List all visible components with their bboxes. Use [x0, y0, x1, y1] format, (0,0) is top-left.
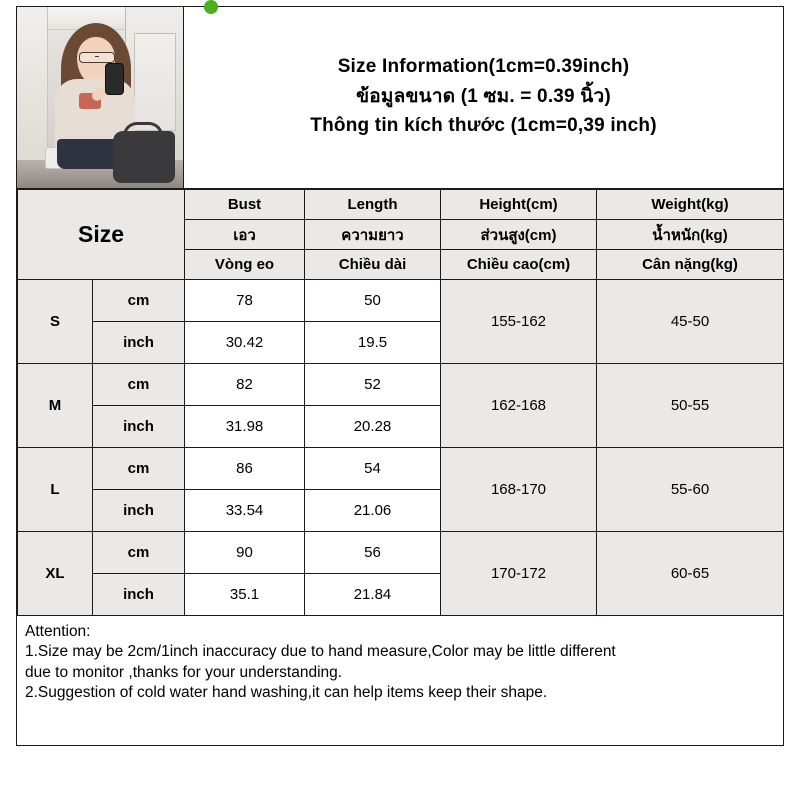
cell-l-length-cm: 54 — [305, 448, 441, 490]
cell-xl-bust-cm: 90 — [185, 532, 305, 574]
title-line-vi: Thông tin kích thước (1cm=0,39 inch) — [310, 115, 657, 137]
attention-line-2: due to monitor ,thanks for your understanding. — [25, 663, 343, 681]
header-size-label: Size — [18, 190, 185, 280]
size-measurements-table — [17, 189, 784, 616]
row-unit-inch: inch — [93, 574, 185, 616]
table-row — [18, 532, 784, 574]
cell-s-bust-cm: 78 — [185, 280, 305, 322]
table-row — [18, 448, 784, 490]
header-weight-vi: Cân nặng(kg) — [597, 250, 784, 280]
table-row — [18, 364, 784, 406]
cell-l-length-inch: 21.06 — [305, 490, 441, 532]
attention-line-1: 1.Size may be 2cm/1inch inaccuracy due to hand measure,Color may be little different — [25, 643, 616, 661]
header-weight-th: น้ำหนัก(kg) — [597, 220, 784, 250]
cell-s-bust-inch: 30.42 — [185, 322, 305, 364]
row-size-s: S — [18, 280, 93, 364]
model-mirror-selfie-photo — [17, 7, 183, 188]
cell-xl-height: 170-172 — [441, 532, 597, 616]
cell-l-bust-inch: 33.54 — [185, 490, 305, 532]
cell-m-length-inch: 20.28 — [305, 406, 441, 448]
row-unit-inch: inch — [93, 490, 185, 532]
cell-s-length-cm: 50 — [305, 280, 441, 322]
cell-l-bust-cm: 86 — [185, 448, 305, 490]
cell-xl-bust-inch: 35.1 — [185, 574, 305, 616]
size-chart-sheet — [16, 6, 784, 746]
header-bust-en: Bust — [185, 190, 305, 220]
row-size-m: M — [18, 364, 93, 448]
header-length-en: Length — [305, 190, 441, 220]
cell-s-weight: 45-50 — [597, 280, 784, 364]
status-dot — [204, 0, 218, 14]
cell-l-weight: 55-60 — [597, 448, 784, 532]
row-unit-inch: inch — [93, 406, 185, 448]
row-unit-cm: cm — [93, 364, 185, 406]
cell-l-height: 168-170 — [441, 448, 597, 532]
cell-m-weight: 50-55 — [597, 364, 784, 448]
title-line-en: Size Information(1cm=0.39inch) — [337, 55, 630, 77]
title-line-th: ข้อมูลขนาด (1 ซม. = 0.39 นิ้ว) — [356, 85, 611, 107]
model-photo-cell — [17, 7, 184, 188]
attention-heading: Attention: — [25, 623, 91, 640]
cell-xl-length-inch: 21.84 — [305, 574, 441, 616]
cell-m-bust-inch: 31.98 — [185, 406, 305, 448]
cell-xl-length-cm: 56 — [305, 532, 441, 574]
row-unit-inch: inch — [93, 322, 185, 364]
header-length-th: ความยาว — [305, 220, 441, 250]
chart-header — [17, 7, 783, 189]
header-bust-vi: Vòng eo — [185, 250, 305, 280]
cell-s-height: 155-162 — [441, 280, 597, 364]
table-header-row-en — [18, 190, 784, 220]
row-unit-cm: cm — [93, 532, 185, 574]
row-size-xl: XL — [18, 532, 93, 616]
header-length-vi: Chiều dài — [305, 250, 441, 280]
cell-m-height: 162-168 — [441, 364, 597, 448]
cell-m-length-cm: 52 — [305, 364, 441, 406]
header-height-en: Height(cm) — [441, 190, 597, 220]
header-bust-th: เอว — [185, 220, 305, 250]
attention-line-3: 2.Suggestion of cold water hand washing,it can help items keep their shape. — [25, 684, 548, 702]
cell-s-length-inch: 19.5 — [305, 322, 441, 364]
cell-m-bust-cm: 82 — [185, 364, 305, 406]
attention-block — [17, 616, 783, 712]
header-height-vi: Chiều cao(cm) — [441, 250, 597, 280]
header-height-th: ส่วนสูง(cm) — [441, 220, 597, 250]
header-weight-en: Weight(kg) — [597, 190, 784, 220]
cell-xl-weight: 60-65 — [597, 532, 784, 616]
row-size-l: L — [18, 448, 93, 532]
title-block — [184, 7, 783, 188]
row-unit-cm: cm — [93, 280, 185, 322]
table-row — [18, 280, 784, 322]
row-unit-cm: cm — [93, 448, 185, 490]
